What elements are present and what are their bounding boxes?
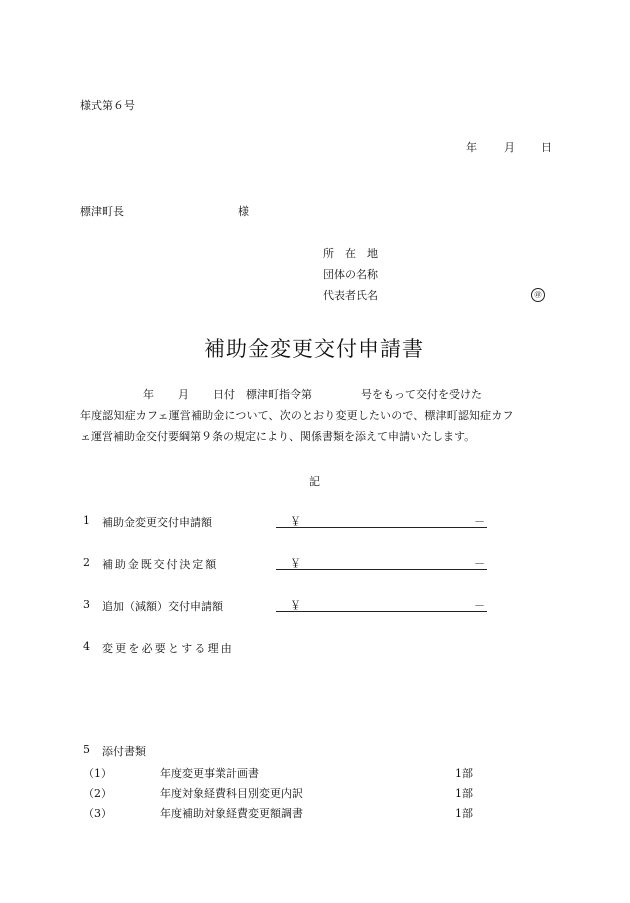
representative-label: 代表者氏名 [323,289,378,302]
attachment-number: （1） [83,767,112,780]
yen-sign: ￥ [290,515,301,528]
attachment-quantity: 1部 [455,787,473,800]
amount-dash: － [474,557,485,570]
attachments-heading: 添付書類 [102,745,146,758]
attachment-quantity: 1部 [455,807,473,820]
amount-dash: － [474,599,485,612]
yen-sign: ￥ [290,599,301,612]
body-line-3: ェ運営補助金交付要綱第９条の規定により、関係書類を添えて申請いたします。 [80,430,476,443]
body-day-ref: 日付 標津町指令第 [213,388,312,401]
item-label: 追加（減額）交付申請額 [102,600,223,613]
date-month: 月 [504,141,515,154]
body-number: 号をもって交付を受けた [361,388,482,401]
item-number: 4 [83,640,90,653]
item-number: 2 [83,556,90,569]
item-label: 補助金既交付決定額 [102,558,219,571]
ki-heading: 記 [309,475,320,488]
amount-field [276,513,487,528]
org-name-label: 団体の名称 [323,268,378,281]
attachments-number: 5 [83,743,90,756]
body-month: 月 [178,388,189,401]
item-number: 1 [83,514,90,527]
attachment-number: （2） [83,787,112,800]
attachment-name: 年度補助対象経費変更額調書 [160,807,303,820]
item-number: 3 [83,598,90,611]
amount-field [276,597,487,612]
item-label: 変更を必要とする理由 [102,642,234,655]
addressee-name: 標津町長 [80,205,124,218]
item-label: 補助金変更交付申請額 [102,516,212,529]
body-line-2: 年度認知症カフェ運営補助金について、次のとおり変更したいので、標津町認知症カフ [80,409,514,422]
form-number: 様式第６号 [80,99,135,112]
amount-dash: － [474,515,485,528]
date-day: 日 [541,141,552,154]
seal-icon: ㊞ [531,288,545,302]
attachment-quantity: 1部 [455,767,473,780]
yen-sign: ￥ [290,557,301,570]
address-label: 所 在 地 [323,247,378,260]
amount-field [276,555,487,570]
date-year: 年 [466,141,477,154]
addressee-honorific: 様 [238,205,249,218]
body-year: 年 [143,388,154,401]
document-title: 補助金変更交付申請書 [204,337,424,361]
attachment-number: （3） [83,807,112,820]
attachment-name: 年度変更事業計画書 [160,767,259,780]
attachment-name: 年度対象経費科目別変更内訳 [160,787,303,800]
